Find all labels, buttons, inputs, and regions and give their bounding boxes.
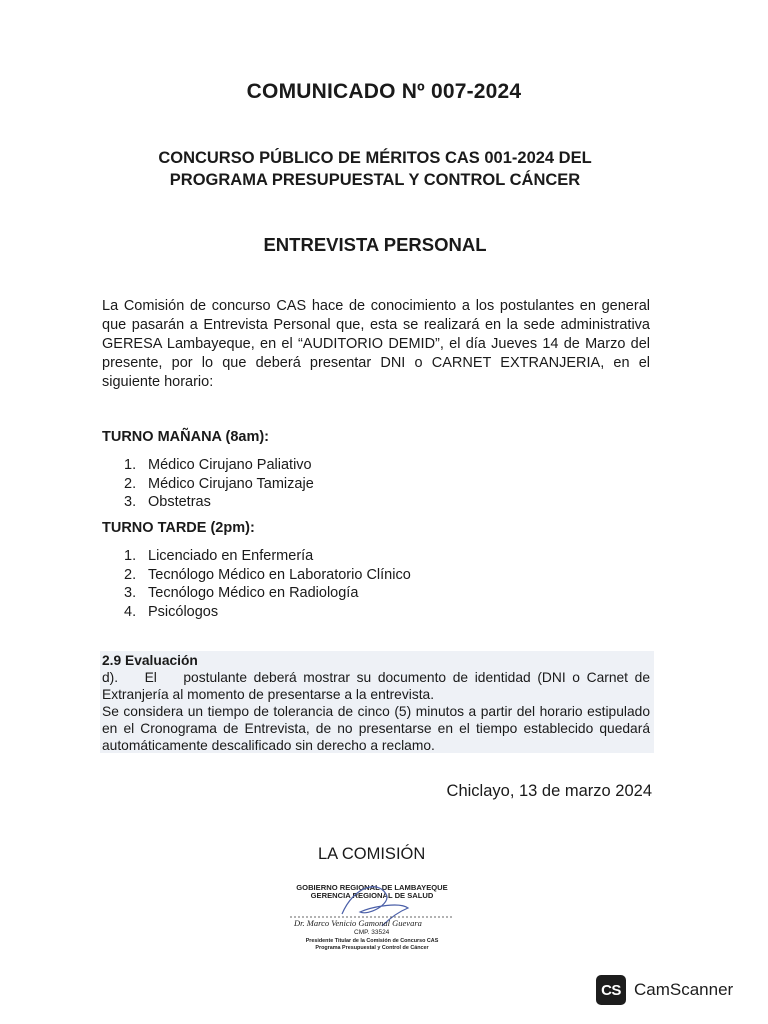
list-item: 1. Licenciado en Enfermería bbox=[124, 548, 314, 564]
turno-tarde-title: TURNO TARDE (2pm): bbox=[102, 520, 255, 536]
turno-manana-list bbox=[124, 456, 314, 512]
document-subtitle bbox=[0, 147, 750, 191]
camscanner-watermark bbox=[596, 974, 733, 1006]
stamp-role-1: Presidente Titular de la Comisión de Concurso CAS bbox=[305, 938, 439, 944]
list-item: 3. Tecnólogo Médico en Radiología bbox=[124, 585, 359, 601]
evaluation-line-d: d). El postulante deberá mostrar su documento de identidad (DNI o Carnet de Extranjería al momento de presentarse a la entrevista. bbox=[102, 670, 650, 702]
list-item: 2. Médico Cirujano Tamizaje bbox=[124, 475, 314, 492]
camscanner-brand: CamScanner bbox=[634, 980, 734, 999]
section-heading: ENTREVISTA PERSONAL bbox=[263, 234, 487, 255]
body-paragraph: La Comisión de concurso CAS hace de conocimiento a los postulantes en general que pasarán a Entrevista Personal que, esta se realizará en la sede administrativa GERESA Lambayeque, en el “AUDITORIO DEMID”, el día Jueves 14 de Marzo del presente, por lo que deberá presentar DNI o CARNET EXTRANJERIA, en el siguiente horario: bbox=[102, 298, 650, 390]
signatory-label: LA COMISIÓN bbox=[318, 845, 426, 863]
list-item: 3. Obstetras bbox=[124, 494, 211, 510]
subtitle-line-2: PROGRAMA PRESUPUESTAL Y CONTROL CÁNCER bbox=[169, 171, 581, 189]
list-item: 1. Médico Cirujano Paliativo bbox=[124, 457, 312, 473]
document-title bbox=[0, 80, 768, 104]
list-item: 4. Psicólogos bbox=[124, 603, 219, 620]
turno-manana-title: TURNO MAÑANA (8am): bbox=[102, 429, 270, 445]
turno-tarde-list bbox=[124, 547, 411, 621]
stamp-name: Dr. Marco Venicio Gamonal Guevara bbox=[294, 918, 422, 928]
document-title-text: COMUNICADO Nº 007-2024 bbox=[246, 80, 522, 103]
stamp-role-2: Programa Presupuestal y Control de Cáncer bbox=[315, 945, 429, 951]
camscanner-logo-icon: CS bbox=[596, 975, 626, 1005]
stamp-line-2: GERENCIA REGIONAL DE SALUD bbox=[310, 891, 434, 900]
subtitle-line-1: CONCURSO PÚBLICO DE MÉRITOS CAS 001-2024 DEL bbox=[158, 149, 592, 167]
list-item: 2. Tecnólogo Médico en Laboratorio Clínico bbox=[124, 566, 411, 583]
stamp-cmp: CMP. 33524 bbox=[354, 929, 390, 936]
stamp-line-1: GOBIERNO REGIONAL DE LAMBAYEQUE bbox=[296, 883, 448, 892]
evaluation-tolerance: Se considera un tiempo de tolerancia de cinco (5) minutos a partir del horario estipulado en el Cronograma de Entrevista, de no presentarse en el tiempo establecido quedará automáticamente descalificado sin derecho a reclamo. bbox=[102, 704, 650, 753]
place-date: Chiclayo, 13 de marzo 2024 bbox=[446, 782, 652, 800]
evaluation-section bbox=[102, 652, 650, 754]
evaluation-heading: 2.9 Evaluación bbox=[102, 653, 198, 668]
official-stamp bbox=[282, 876, 462, 956]
